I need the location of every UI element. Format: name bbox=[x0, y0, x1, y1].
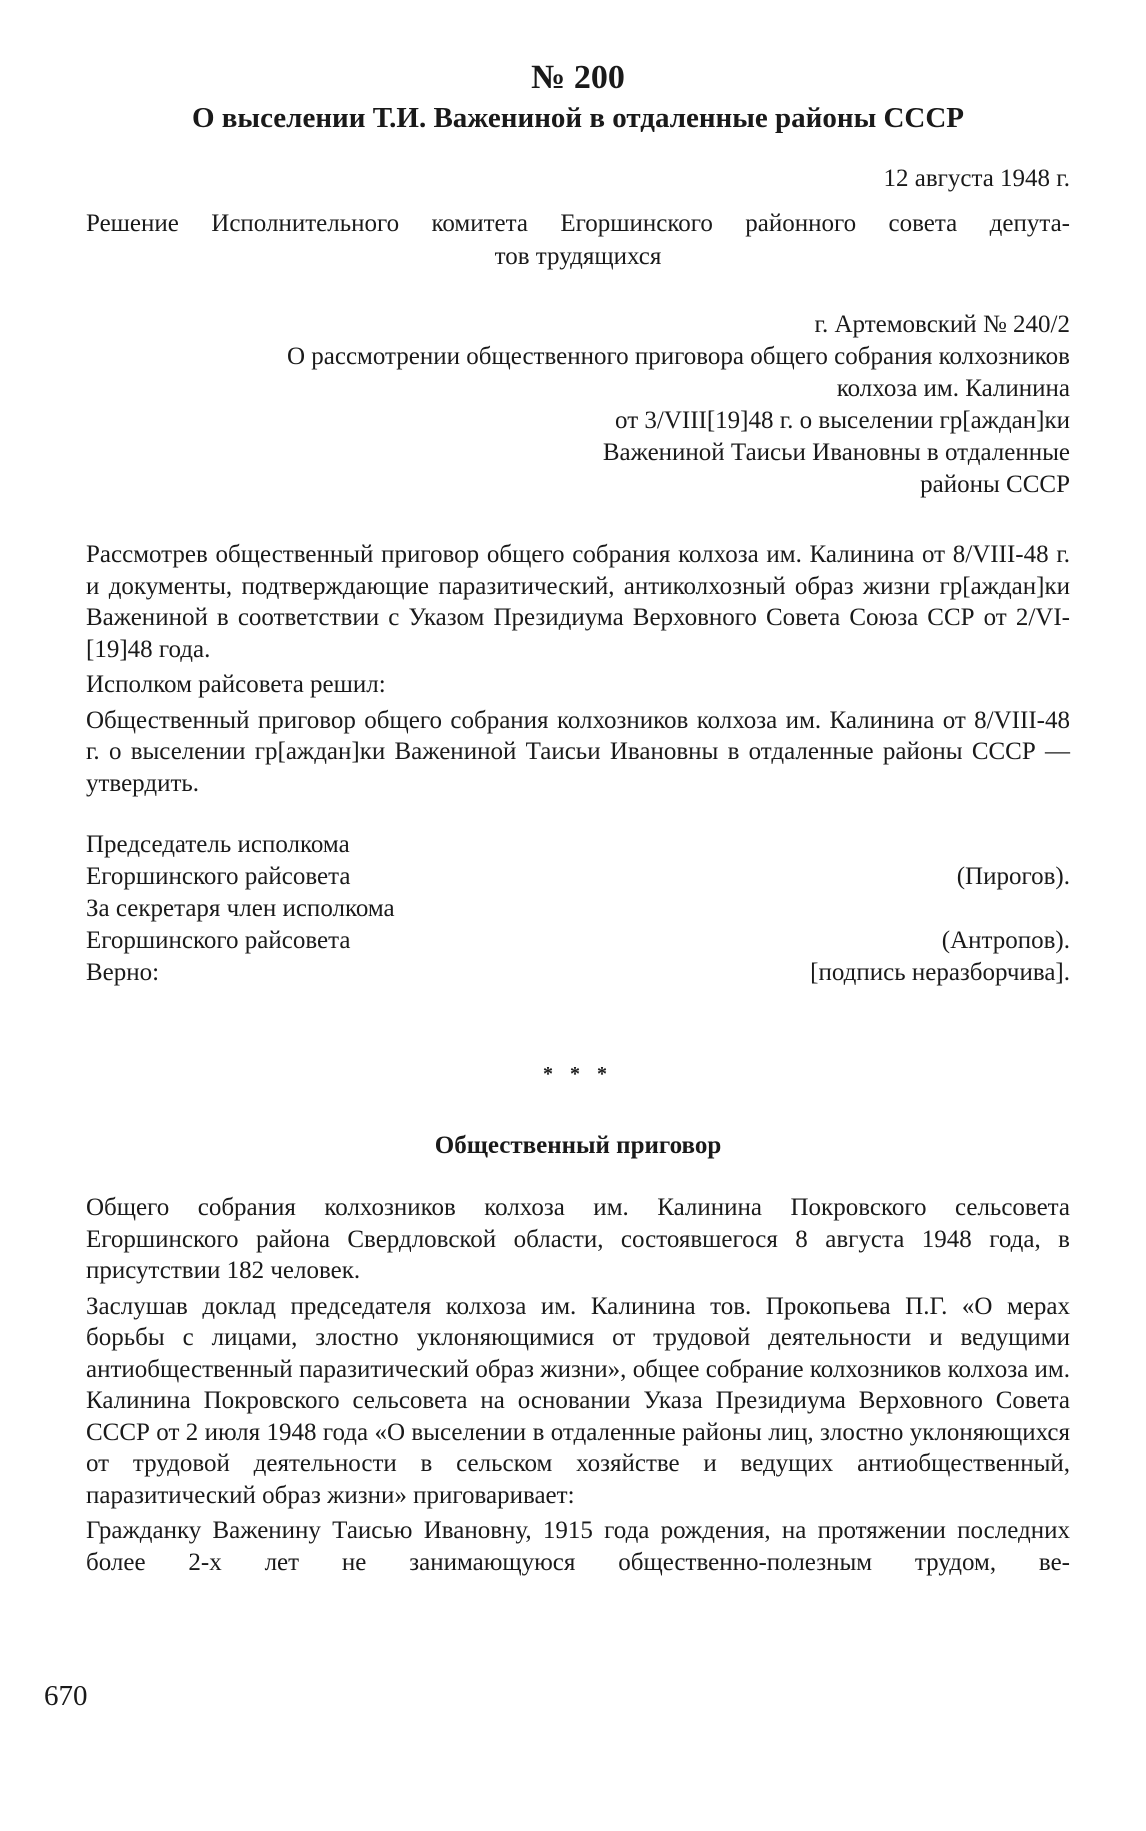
signature-name: (Пирогов). bbox=[956, 863, 1070, 890]
signature-name: (Антропов). bbox=[941, 927, 1070, 954]
reference-line-3: колхоза им. Калинина bbox=[836, 375, 1070, 402]
decision-heading-line-1: Решение Исполнительного комитета Егоршинского районного совета депута- bbox=[86, 210, 1070, 237]
verdict-paragraph-1: Общего собрания колхозников колхоза им. Калинина Покровского сельсовета Егоршинского района Свердловской области, состоявшегося 8 августа 1948 года, в присутствии 182 человек. bbox=[86, 1194, 1070, 1284]
signature-title: Верно: bbox=[86, 959, 160, 986]
signature-row bbox=[86, 925, 1070, 957]
decision-body bbox=[86, 539, 1070, 799]
verdict-body bbox=[86, 1192, 1070, 1578]
section-separator: * * * bbox=[543, 1063, 613, 1085]
decision-heading bbox=[86, 207, 1070, 273]
signature-row bbox=[86, 861, 1070, 893]
signature-title: Председатель исполкома bbox=[86, 831, 350, 858]
signature-row bbox=[86, 829, 1070, 861]
page-number: 670 bbox=[44, 1680, 88, 1712]
signature-title: Егоршинского райсовета bbox=[86, 863, 351, 890]
decision-paragraph-2: Исполком райсовета решил: bbox=[86, 671, 386, 698]
signature-title: Егоршинского райсовета bbox=[86, 927, 351, 954]
signatures-block bbox=[86, 829, 1070, 989]
signature-row bbox=[86, 893, 1070, 925]
decision-heading-line-2: тов трудящихся bbox=[494, 243, 662, 270]
signature-title: За секретаря член исполкома bbox=[86, 895, 395, 922]
document-date: 12 августа 1948 г. bbox=[883, 165, 1070, 192]
document-number: № 200 bbox=[531, 59, 625, 96]
decision-reference-block bbox=[86, 309, 1070, 501]
reference-line-2: О рассмотрении общественного приговора общего собрания колхозников bbox=[286, 343, 1070, 370]
decision-paragraph-1: Рассмотрев общественный приговор общего собрания колхоза им. Калинина от 8/VIII-48 г. и документы, подтверждающие паразитический, антиколхозный образ жизни гр[аждан]ки Важениной в соответствии с Указом Президиума Верховного Совета Союза ССР от 2/VI-[19]48 года. bbox=[86, 541, 1070, 663]
document-page bbox=[86, 58, 1070, 1582]
reference-line-5: Важениной Таисьи Ивановны в отдаленные bbox=[602, 439, 1070, 466]
decision-paragraph-3: Общественный приговор общего собрания колхозников колхоза им. Калинина от 8/VIII-48 г. о выселении гр[аждан]ки Важениной Таисьи Ивановны в отдаленные районы СССР — утвердить. bbox=[86, 706, 1070, 797]
reference-line-4: от 3/VIII[19]48 г. о выселении гр[аждан]ки bbox=[615, 407, 1070, 434]
signature-name: [подпись неразборчива]. bbox=[810, 959, 1070, 986]
section-title: Общественный приговор bbox=[434, 1132, 722, 1159]
document-title: О выселении Т.И. Важениной в отдаленные районы СССР bbox=[191, 102, 965, 134]
verdict-paragraph-3: Гражданку Важенину Таисью Ивановну, 1915 года рождения, на протяжении последних более 2-х лет не занимающуюся общественно-полезным трудом, ве- bbox=[86, 1517, 1070, 1576]
verdict-paragraph-2: Заслушав доклад председателя колхоза им. Калинина тов. Прокопьева П.Г. «О мерах борьбы с лицами, злостно уклоняющимися от трудовой деятельности и ведущими антиобщественный паразитический образ жизни», общее собрание колхозников колхоза им. Калинина Покровского сельсовета на основании Указа Президиума Верховного Совета СССР от 2 июля 1948 года «О выселении в отдаленные районы лиц, злостно уклоняющихся от трудовой деятельности в сельском хозяйстве и ведущих антиобщественный, паразитический образ жизни» приговаривает: bbox=[86, 1292, 1070, 1509]
reference-line-1: г. Артемовский № 240/2 bbox=[814, 311, 1070, 338]
reference-line-6: районы СССР bbox=[920, 471, 1070, 498]
signature-row bbox=[86, 957, 1070, 989]
